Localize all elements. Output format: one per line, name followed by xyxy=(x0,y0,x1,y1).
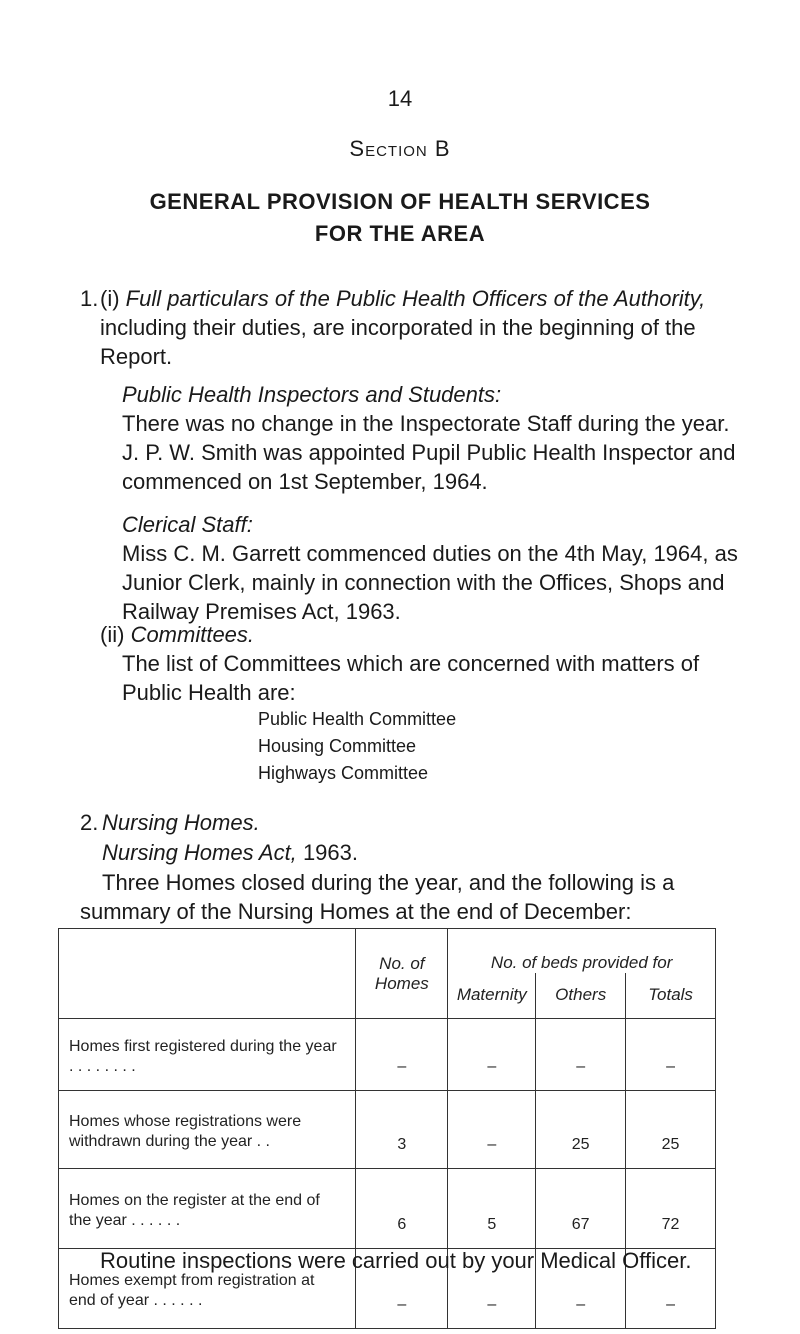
inspectors-paragraph xyxy=(122,380,742,496)
cell-others: – xyxy=(536,1019,626,1091)
row-label: Homes on the register at the end of the year . . . . . . xyxy=(59,1169,356,1249)
sub-i-text: including their duties, are incorporated in the beginning of the Report. xyxy=(100,315,696,369)
cell-others: – xyxy=(536,1249,626,1329)
item-2-heading: Nursing Homes. xyxy=(102,810,260,835)
page-number: 14 xyxy=(387,86,413,111)
cell-homes: – xyxy=(356,1249,448,1329)
committee-list xyxy=(258,706,456,787)
cell-totals: – xyxy=(626,1019,716,1091)
row-label: Homes exempt from registration at end of year . . . . . . xyxy=(59,1249,356,1329)
header-maternity: Maternity xyxy=(448,973,536,1019)
committee-item: Public Health Committee xyxy=(258,709,457,729)
item-1-number: 1. xyxy=(80,286,99,311)
header-no-of-homes: No. of Homes xyxy=(356,929,448,1019)
title-line-2: FOR THE AREA xyxy=(314,221,486,246)
table-row xyxy=(59,1169,716,1249)
header-others: Others xyxy=(536,973,626,1019)
cell-maternity: – xyxy=(448,1249,536,1329)
table-row xyxy=(59,1091,716,1169)
cell-homes: 3 xyxy=(356,1091,448,1169)
sub-ii-marker: (ii) xyxy=(100,622,125,647)
header-beds-group: No. of beds provided for xyxy=(448,929,716,973)
row-label: Homes whose registrations were withdrawn during the year . . xyxy=(59,1091,356,1169)
cell-others: 67 xyxy=(536,1169,626,1249)
section-heading: Section B xyxy=(349,136,451,161)
closing-sentence: Routine inspections were carried out by your Medical Officer. xyxy=(100,1248,692,1273)
sub-ii-heading: Committees. xyxy=(130,622,255,647)
cell-maternity: – xyxy=(448,1091,536,1169)
sub-i-marker: (i) xyxy=(100,286,120,311)
cell-maternity: – xyxy=(448,1019,536,1091)
committee-item: Housing Committee xyxy=(258,736,417,756)
cell-totals: 72 xyxy=(626,1169,716,1249)
row-label: Homes first registered during the year . . . . . . . . xyxy=(59,1019,356,1091)
page-title xyxy=(0,186,800,250)
committee-item: Highways Committee xyxy=(258,763,429,783)
item-2-number: 2. xyxy=(80,810,99,835)
inspectors-text: There was no change in the Inspectorate Staff during the year. J. P. W. Smith was appointed Pupil Public Health Inspector and commenced on 1st September, 1964. xyxy=(122,411,736,494)
sub-ii-text: The list of Committees which are concerned with matters of Public Health are: xyxy=(122,651,700,705)
item-2-text: Three Homes closed during the year, and the following is a summary of the Nursing Homes at the end of December: xyxy=(80,870,675,924)
clerical-text: Miss C. M. Garrett commenced duties on the 4th May, 1964, as Junior Clerk, mainly in connection with the Offices, Shops and Railway Premises Act, 1963. xyxy=(122,541,738,624)
sub-i-italic-text: Full particulars of the Public Health Officers of the Authority, xyxy=(125,286,706,311)
clerical-heading: Clerical Staff: xyxy=(122,512,253,537)
item-1-sub-i xyxy=(100,284,740,371)
item-2-act xyxy=(102,838,358,867)
table-row xyxy=(59,1019,716,1091)
act-name: Nursing Homes Act, xyxy=(102,840,297,865)
committees-paragraph xyxy=(100,620,740,707)
table-corner-cell xyxy=(59,929,356,1019)
act-year: 1963. xyxy=(302,840,358,865)
cell-totals: – xyxy=(626,1249,716,1329)
inspectors-heading: Public Health Inspectors and Students: xyxy=(122,382,502,407)
cell-maternity: 5 xyxy=(448,1169,536,1249)
cell-homes: – xyxy=(356,1019,448,1091)
cell-totals: 25 xyxy=(626,1091,716,1169)
title-line-1: GENERAL PROVISION OF HEALTH SERVICES xyxy=(149,189,651,214)
cell-others: 25 xyxy=(536,1091,626,1169)
header-totals: Totals xyxy=(626,973,716,1019)
clerical-paragraph xyxy=(122,510,742,626)
cell-homes: 6 xyxy=(356,1169,448,1249)
